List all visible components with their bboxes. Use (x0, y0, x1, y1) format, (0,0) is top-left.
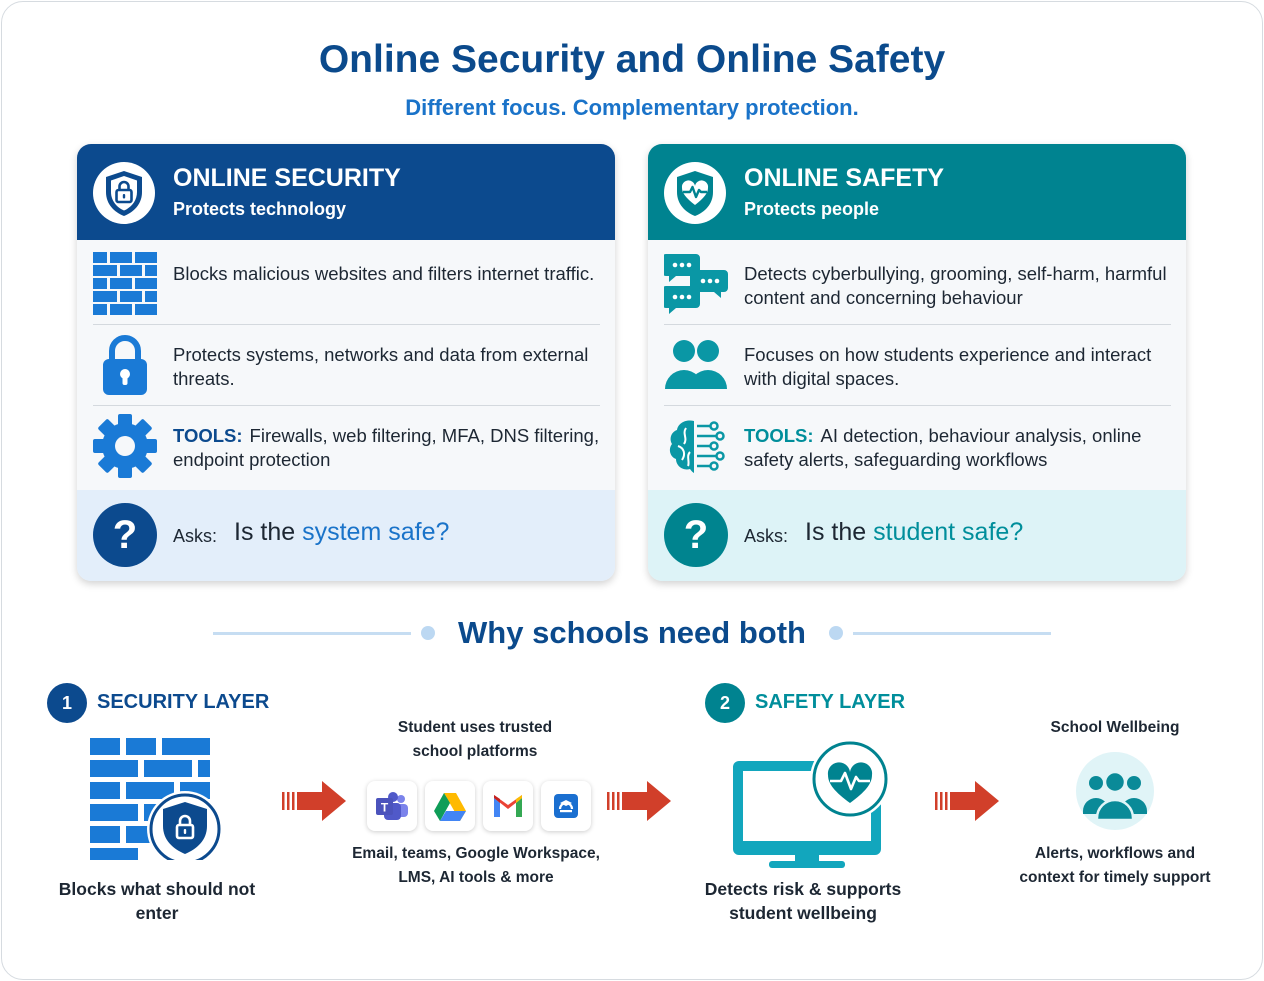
safety-layer-caption: Detects risk & supports student wellbeing (704, 879, 902, 923)
safety-row-text: Focuses on how students experience and interact with digital spaces. (744, 344, 1152, 389)
page-subtitle: Different focus. Complementary protection. (405, 95, 859, 120)
wellbeing-caption: Alerts, workflows and context for timely support (1019, 845, 1211, 886)
asks-prefix: Is the (234, 518, 296, 546)
safety-layer-label: SAFETY LAYER (755, 691, 906, 713)
google-drive-icon (425, 781, 475, 831)
arrow-right-icon (282, 781, 346, 821)
safety-row (664, 406, 1171, 487)
security-layer-label: SECURITY LAYER (97, 691, 270, 713)
lms-icon (541, 781, 591, 831)
security-row (93, 244, 600, 325)
gear-icon (93, 414, 157, 478)
security-row-text: Blocks malicious websites and filters internet traffic. (173, 263, 595, 284)
security-row (93, 325, 600, 406)
why-heading: Why schools need both (458, 615, 806, 650)
safety-tools-list: AI detection, behaviour analysis, online safety alerts, safeguarding workflows (744, 425, 1142, 470)
question-icon: ? (664, 503, 728, 567)
ai-brain-icon (664, 414, 728, 478)
security-tools-list: Firewalls, web filtering, MFA, DNS filtering, endpoint protection (173, 425, 600, 470)
security-card-header (77, 144, 615, 240)
security-card (77, 144, 615, 581)
step-number: 1 (47, 683, 87, 723)
safety-row (664, 244, 1171, 325)
security-layer-caption: Blocks what should not enter (58, 879, 256, 923)
teams-icon (367, 781, 417, 831)
safety-card (648, 144, 1186, 581)
platforms-caption-top: Student uses trusted school platforms (397, 719, 553, 760)
security-title: ONLINE SECURITY (173, 164, 401, 192)
asks-highlight: system safe? (302, 518, 450, 546)
wellbeing-title: School Wellbeing (1050, 719, 1180, 736)
safety-title: ONLINE SAFETY (744, 164, 945, 192)
arrow-right-icon (935, 781, 999, 821)
divider-line-right (853, 632, 1051, 635)
page-title: Online Security and Online Safety (318, 38, 946, 81)
svg-text:T: T (380, 800, 389, 815)
safety-subtitle: Protects people (744, 199, 880, 219)
tools-label: TOOLS: (173, 425, 243, 446)
group-icon (1076, 752, 1154, 830)
platforms-caption-bottom: Email, teams, Google Workspace, LMS, AI tools & more (352, 845, 600, 886)
divider-dot-right (829, 626, 843, 640)
safety-row (664, 325, 1171, 406)
safety-card-header (648, 144, 1186, 240)
question-icon: ? (93, 503, 157, 567)
firewall-shield-icon (88, 738, 228, 860)
step-number: 2 (705, 683, 745, 723)
security-asks-question (234, 518, 449, 547)
asks-prefix: Is the (805, 518, 867, 546)
safety-row-text: Detects cyberbullying, grooming, self-harm, harmful content and concerning behaviour (744, 263, 1167, 308)
safety-asks-panel (648, 490, 1186, 581)
safety-asks-question (805, 518, 1023, 547)
padlock-icon (93, 333, 157, 397)
security-asks-panel (77, 490, 615, 581)
asks-highlight: student safe? (873, 518, 1024, 546)
monitor-heart-icon (729, 737, 894, 869)
gmail-icon (483, 781, 533, 831)
security-subtitle: Protects technology (173, 199, 347, 219)
people-icon (664, 333, 728, 397)
asks-label: Asks: (173, 526, 218, 546)
arrow-right-icon (607, 781, 671, 821)
heart-pulse-icon (664, 162, 726, 224)
chat-bubbles-icon (664, 252, 728, 316)
shield-lock-icon (93, 162, 155, 224)
tools-label: TOOLS: (744, 425, 814, 446)
brick-wall-icon (93, 252, 157, 316)
asks-label: Asks: (744, 526, 789, 546)
security-row (93, 406, 600, 487)
security-tools-text (173, 424, 603, 472)
safety-tools-text (744, 424, 1174, 472)
security-row-text: Protects systems, networks and data from external threats. (173, 344, 589, 389)
